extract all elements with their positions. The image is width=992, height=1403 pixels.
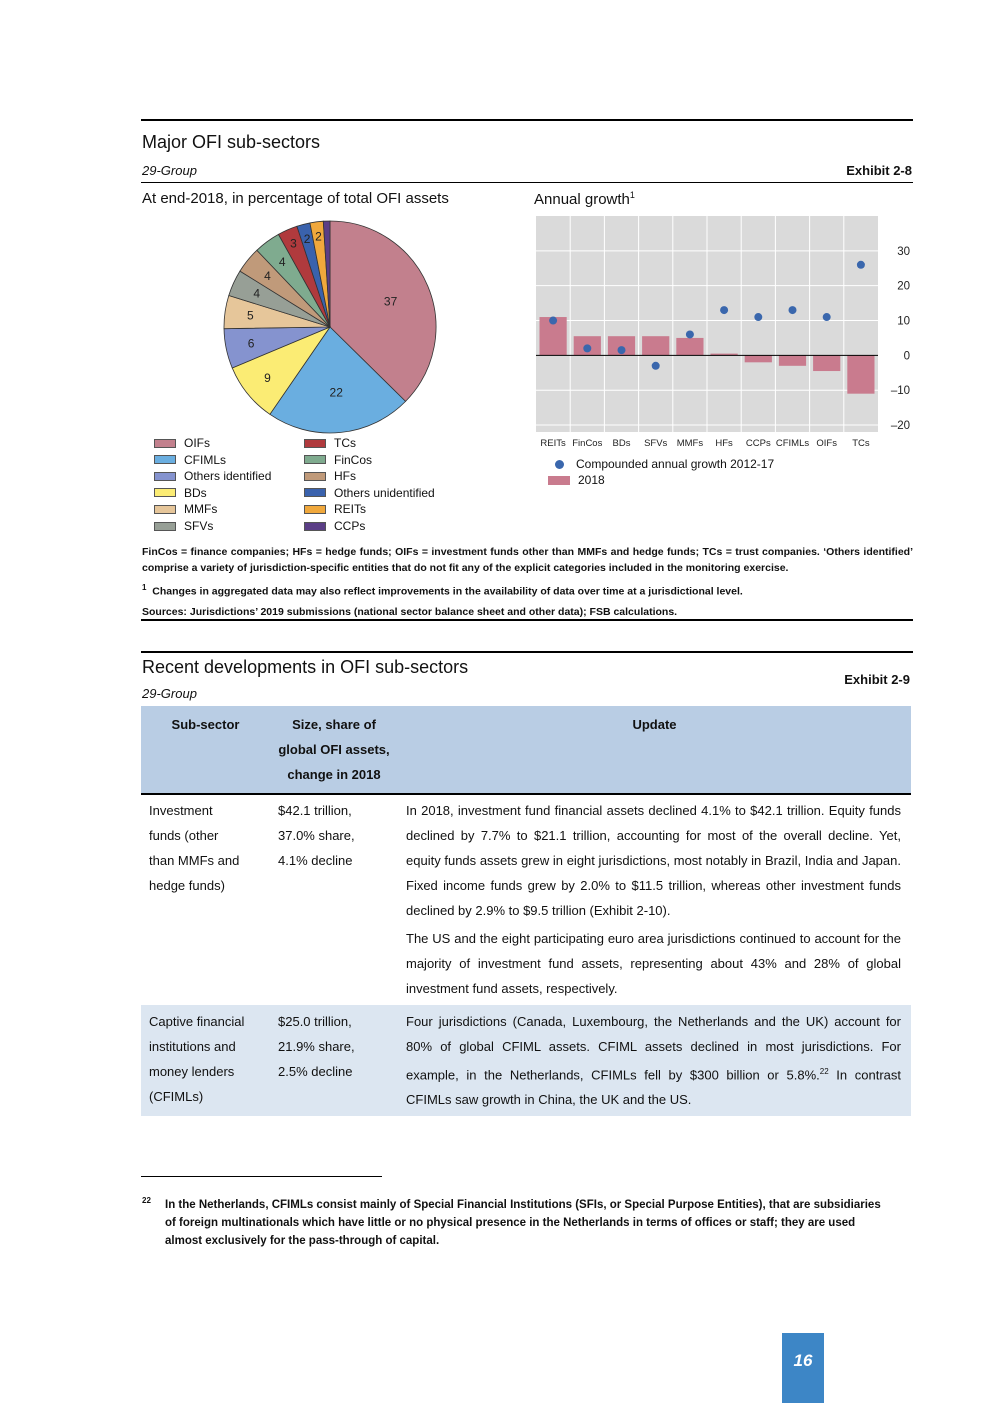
header-sub-sector: Sub-sector (141, 706, 270, 794)
update-paragraph: The US and the eight participating euro area jurisdictions continued to account for the majority of investment fund assets, representing about 43% and 28% of global investment fund assets, respectively. (406, 931, 901, 996)
legend-item (154, 436, 210, 450)
x-tick-label: FinCos (572, 438, 603, 449)
legend-swatch (154, 455, 176, 464)
y-tick-label: 10 (897, 315, 910, 328)
legend-swatch (304, 455, 326, 464)
legend-label: OIFs (184, 436, 210, 450)
y-tick-label: 0 (903, 350, 910, 363)
exhibit-28-notes (142, 544, 913, 620)
legend-label: TCs (334, 436, 356, 450)
header-update: Update (398, 706, 911, 794)
dot-CFIMLs (789, 306, 797, 314)
x-tick-label: OIFs (816, 438, 837, 449)
table-header-row (141, 706, 911, 794)
legend-item (154, 486, 207, 500)
legend-label: SFVs (184, 519, 214, 533)
legend-dot-label: Compounded annual growth 2012-17 (576, 457, 775, 471)
bar-legend (548, 457, 878, 491)
bar-CCPs (745, 355, 772, 362)
legend-item (304, 453, 372, 467)
legend-item (304, 436, 356, 450)
dot-MMFs (686, 330, 694, 338)
bar-TCs (847, 355, 874, 393)
x-tick-label: CCPs (745, 438, 771, 449)
legend-dot-item (548, 457, 774, 471)
legend-label: Others identified (184, 469, 272, 484)
dot-BDs (618, 346, 626, 354)
footnote-ref[interactable]: 22 (819, 1067, 829, 1076)
pie-slice-label: 4 (278, 255, 286, 270)
legend-swatch (304, 439, 326, 448)
legend-label: HFs (334, 469, 356, 484)
legend-item (154, 469, 271, 483)
y-tick-label: 30 (897, 245, 910, 258)
exhibit-28-group: 29-Group (142, 163, 197, 178)
legend-item (154, 453, 226, 467)
legend-dot-swatch (555, 460, 564, 469)
table-row (141, 794, 911, 1005)
x-tick-label: REITs (540, 438, 566, 449)
exhibit-28-rule (141, 182, 913, 183)
legend-item (304, 469, 356, 483)
pie-slice-label: 4 (264, 269, 271, 284)
page-number: 16 (782, 1333, 824, 1403)
exhibit-29-group: 29-Group (142, 686, 197, 701)
bar-chart (534, 212, 914, 457)
size-cell: $25.0 trillion, 21.9% share, 2.5% decline (270, 1005, 398, 1116)
size-cell: $42.1 trillion, 37.0% share, 4.1% decline (278, 803, 355, 868)
legend-swatch (304, 488, 326, 497)
abbrev-note: FinCos = finance companies; HFs = hedge funds; OIFs = investment funds other than MMFs and hedge funds; TCs = trust companies. ‘Others identified’ comprise a variety of jurisdiction-specific entities that do not fit any of the explicit categories included in the monitoring exercise. (142, 546, 913, 574)
pie-slice-label: 9 (264, 370, 271, 385)
x-tick-label: SFVs (644, 438, 668, 449)
sub-sector-cell: Investment funds (other than MMFs and hedge funds) (149, 803, 240, 893)
x-tick-label: CFIMLs (775, 438, 810, 449)
exhibit-29-number: Exhibit 2-9 (844, 672, 910, 687)
legend-label: REITs (334, 502, 367, 517)
sub-sector-cell: Captive financial institutions and money lenders (CFIMLs) (141, 1005, 270, 1116)
update-cell (398, 794, 911, 1005)
legend-label: MMFs (184, 502, 218, 517)
legend-label: BDs (184, 485, 207, 500)
legend-label: CFIMLs (184, 452, 226, 467)
pie-slice-label: 4 (253, 286, 261, 301)
pie-slice-label: 2 (303, 231, 311, 246)
legend-bar-swatch (548, 476, 570, 485)
legend-item (304, 519, 365, 533)
bar-CFIMLs (779, 355, 806, 365)
x-tick-label: HFs (715, 438, 733, 449)
dot-TCs (857, 261, 865, 269)
dot-FinCos (583, 344, 591, 352)
legend-bar-label: 2018 (578, 473, 605, 487)
legend-swatch (154, 505, 176, 514)
footnote-1: $^1$ Changes in aggregated data may also reflect improvements in the availability of data over time at a jurisdictional level. (142, 583, 743, 598)
legend-swatch (154, 488, 176, 497)
dot-CCPs (754, 313, 762, 321)
pie-slice-label: 37 (383, 294, 398, 309)
pie-slice-label: 22 (329, 385, 343, 400)
dot-OIFs (823, 313, 831, 321)
x-tick-label: BDs (612, 438, 631, 449)
header-size: Size, share of global OFI assets, change in 2018 (270, 706, 398, 794)
x-tick-label: TCs (852, 438, 870, 449)
pie-slice-label: 5 (246, 308, 254, 323)
legend-swatch (304, 472, 326, 481)
y-tick-label: 20 (897, 280, 910, 293)
top-rule (141, 119, 913, 121)
table-row (141, 1005, 911, 1116)
pie-slice-label: 3 (290, 236, 297, 251)
legend-item (304, 502, 366, 516)
sources-note: Sources: Jurisdictions’ 2019 submissions (national sector balance sheet and other data); FSB calculations. (142, 605, 678, 618)
legend-item (154, 519, 213, 533)
exhibit-28-title: Major OFI sub-sectors (142, 132, 321, 152)
bar-MMFs (676, 338, 703, 355)
exhibit-28-number: Exhibit 2-8 (846, 163, 912, 178)
dot-HFs (720, 306, 728, 314)
footnote-mark: 22 (142, 1196, 151, 1205)
exhibit-29-top-rule (141, 651, 913, 653)
dot-SFVs (652, 362, 660, 370)
pie-slice-label: 6 (247, 336, 255, 351)
y-tick-label: –20 (890, 420, 910, 433)
exhibit-28-bottom-rule (141, 619, 913, 621)
y-tick-label: –10 (890, 385, 910, 398)
bar-OIFs (813, 355, 840, 371)
pie-slice-label: 2 (315, 229, 322, 244)
legend-item (154, 502, 217, 516)
bar-title: Annual growth$^1$ (534, 190, 635, 208)
legend-swatch (154, 439, 176, 448)
pie-title: At end-2018, in percentage of total OFI assets (142, 190, 449, 207)
legend-label: Others unidentified (334, 485, 435, 500)
legend-label: FinCos (334, 452, 373, 467)
bar-SFVs (642, 336, 669, 355)
legend-bar-item (548, 473, 605, 487)
footnote-text: In the Netherlands, CFIMLs consist mainly of Special Financial Institutions (SFIs, or Special Purpose Entities), that are subsidiaries of foreign multinationals which have little or no physical presence in the Netherlands in terms of offices or staff; they are used almost exclusively for the pass-through of capital. (165, 1199, 881, 1247)
x-tick-label: MMFs (676, 438, 704, 449)
legend-swatch (304, 505, 326, 514)
legend-swatch (154, 522, 176, 531)
legend-swatch (154, 472, 176, 481)
legend-item (304, 486, 435, 500)
update-cell: Four jurisdictions (Canada, Luxembourg, the Netherlands and the UK) account for 80% of global CFIML assets. CFIML assets declined in most jurisdictions. For example, in the Netherlands, CFIMLs fell by $300 billion or 5.8%.$^{22}$ In contrast CFIMLs saw growth in China, the UK and the US. (398, 1005, 911, 1116)
pie-chart (215, 212, 445, 442)
exhibit-29-title: Recent developments in OFI sub-sectors (142, 657, 469, 677)
dot-REITs (549, 317, 557, 325)
legend-swatch (304, 522, 326, 531)
developments-table (141, 706, 911, 1116)
update-paragraph: In 2018, investment fund financial assets declined 4.1% to $42.1 trillion. Equity funds declined by 7.7% to $21.1 trillion, accounting for most of the overall decline. Yet, equity funds assets grew in eight jurisdictions, most notably in Brazil, India and Japan. Fixed income funds grew by 2.0% to $11.5 trillion, whereas other investment funds declined by 2.9% to $9.5 trillion (Exhibit 2-10). (406, 803, 901, 918)
footnote-rule (141, 1176, 382, 1177)
legend-label: CCPs (334, 519, 366, 533)
pie-legend (154, 436, 484, 540)
